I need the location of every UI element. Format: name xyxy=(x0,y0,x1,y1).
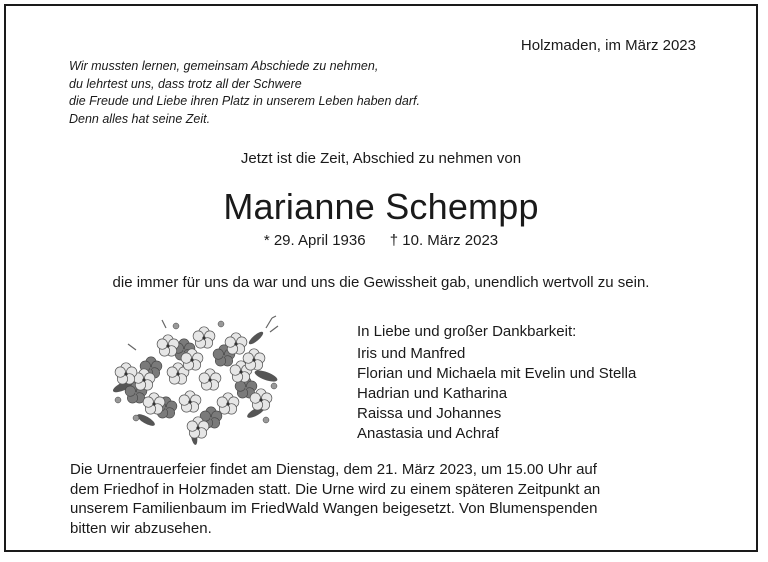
tribute-text: die immer für uns da war und uns die Gewissheit gab, unendlich wertvoll zu sein. xyxy=(112,274,650,291)
mourners-heading: In Liebe und großer Dankbarkeit: xyxy=(357,323,577,340)
mourner-name: Anastasia und Achraf xyxy=(357,425,499,442)
mourner-name: Raissa und Johannes xyxy=(357,405,502,422)
quote-line: die Freude und Liebe ihren Platz in unserem Leben haben darf. xyxy=(69,94,420,108)
quote-line: du lehrtest uns, dass trotz all der Schwere xyxy=(69,76,302,91)
service-line: unserem Familienbaum im FriedWald Wangen beigesetzt. Von Blumenspenden xyxy=(70,500,598,517)
service-info xyxy=(70,460,700,538)
service-line: Die Urnentrauerfeier findet am Dienstag, dem 21. März 2023, um 15.00 Uhr auf xyxy=(70,461,597,478)
birth-date: * 29. April 1936 xyxy=(263,232,366,249)
service-line: dem Friedhof in Holzmaden statt. Die Urne wird zu einem späteren Zeitpunkt an xyxy=(70,480,601,498)
quote xyxy=(69,58,420,128)
flower-bouquet-icon xyxy=(106,308,286,448)
intro-text: Jetzt ist die Zeit, Abschied zu nehmen von xyxy=(240,150,522,167)
mourner-name: Hadrian und Katharina xyxy=(357,385,508,402)
death-date: † 10. März 2023 xyxy=(389,232,499,249)
mourners-list xyxy=(357,322,636,444)
deceased-name: Marianne Schempp xyxy=(223,186,539,227)
place-date: Holzmaden, im März 2023 xyxy=(520,37,696,54)
quote-line: Denn alles hat seine Zeit. xyxy=(69,111,211,126)
mourner-name: Florian und Michaela mit Evelin und Stella xyxy=(357,365,637,382)
life-dates xyxy=(6,232,756,249)
obituary-notice xyxy=(4,4,758,552)
mourner-name: Iris und Manfred xyxy=(357,345,466,362)
service-line: bitten wir abzusehen. xyxy=(70,519,212,537)
quote-line: Wir mussten lernen, gemeinsam Abschiede zu nehmen, xyxy=(69,59,379,73)
